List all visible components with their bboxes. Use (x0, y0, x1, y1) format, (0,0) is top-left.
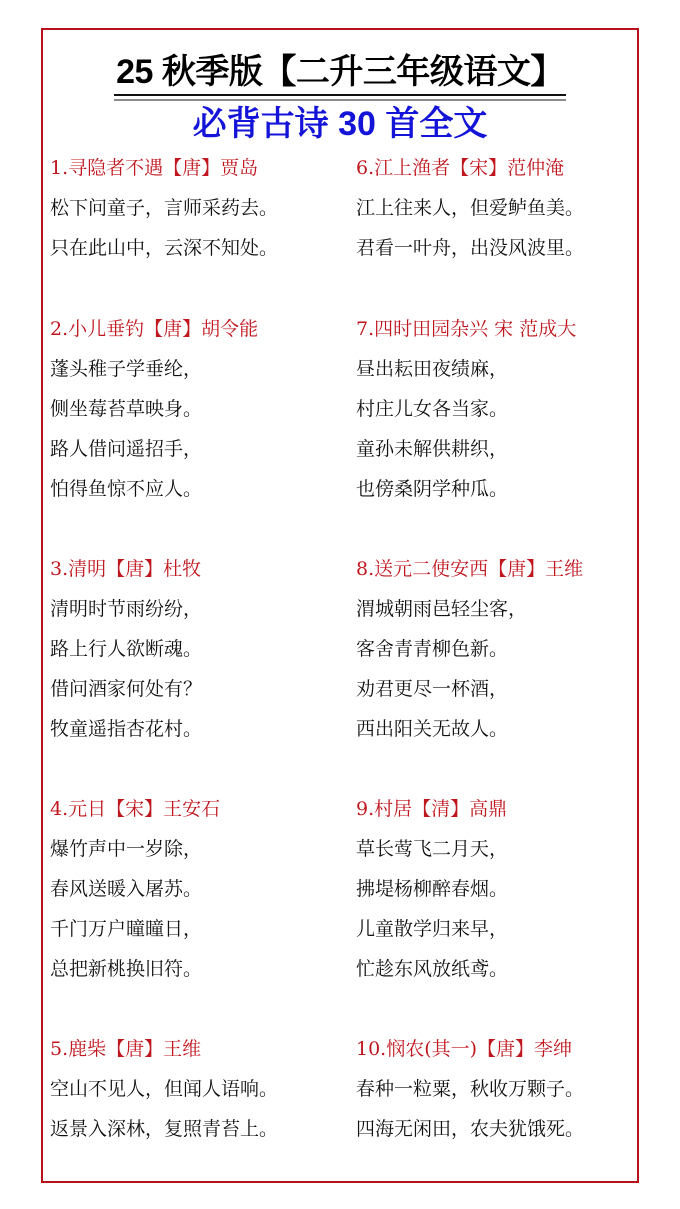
poem-heading: 9.村居【清】高鼎 (356, 798, 508, 820)
poem-1 (50, 157, 278, 259)
poem-line: 蓬头稚子学垂纶， (50, 358, 203, 380)
poem-line: 借问酒家何处有？ (50, 678, 203, 700)
poem-7 (356, 318, 576, 500)
poem-line: 忙趁东风放纸鸢。 (356, 958, 509, 980)
poem-line: 牧童遥指杏花村。 (50, 718, 203, 740)
poem-line: 西出阳关无故人。 (356, 718, 509, 740)
poem-line: 只在此山中，云深不知处。 (50, 237, 279, 259)
poem-line: 村庄儿女各当家。 (356, 398, 509, 420)
poem-line: 拂堤杨柳醉春烟。 (356, 878, 509, 900)
poem-heading: 10.悯农(其一)【唐】李绅 (356, 1038, 573, 1060)
poem-3 (50, 558, 202, 740)
poem-line: 昼出耘田夜绩麻， (356, 358, 509, 380)
poem-line: 客舍青青柳色新。 (356, 638, 509, 660)
poem-line: 怕得鱼惊不应人。 (50, 478, 203, 500)
poem-line: 春风送暖入屠苏。 (50, 878, 203, 900)
poem-heading: 4.元日【宋】王安石 (50, 798, 221, 820)
poem-5 (50, 1038, 278, 1140)
poem-line: 也傍桑阴学种瓜。 (356, 478, 509, 500)
poem-line: 君看一叶舟，出没风波里。 (356, 237, 585, 259)
poem-line: 总把新桃换旧符。 (50, 958, 203, 980)
poem-line: 草长莺飞二月天， (356, 838, 509, 860)
poem-line: 空山不见人，但闻人语响。 (50, 1078, 279, 1100)
poem-line: 松下问童子，言师采药去。 (50, 197, 279, 219)
poem-line: 劝君更尽一杯酒， (356, 678, 509, 700)
poem-line: 清明时节雨纷纷， (50, 598, 203, 620)
poem-line: 路上行人欲断魂。 (50, 638, 203, 660)
main-title-text: 25 秋季版【二升三年级语文】 (114, 52, 566, 96)
poem-heading: 7.四时田园杂兴 宋 范成大 (356, 318, 577, 340)
poem-4 (50, 798, 220, 980)
document-border (41, 28, 639, 1183)
poem-2 (50, 318, 258, 500)
poem-line: 童孙未解供耕织， (356, 438, 509, 460)
poem-9 (356, 798, 508, 980)
poem-line: 返景入深林，复照青苔上。 (50, 1118, 279, 1140)
main-title (43, 52, 637, 96)
poem-heading: 2.小儿垂钓【唐】胡令能 (50, 318, 259, 340)
poem-line: 侧坐莓苔草映身。 (50, 398, 203, 420)
poem-10 (356, 1038, 584, 1140)
poem-line: 路人借问遥招手， (50, 438, 203, 460)
subtitle: 必背古诗 30 首全文 (192, 105, 488, 143)
poem-line: 儿童散学归来早， (356, 918, 509, 940)
poem-line: 春种一粒粟，秋收万颗子。 (356, 1078, 585, 1100)
poem-heading: 3.清明【唐】杜牧 (50, 558, 202, 580)
poem-8 (356, 558, 583, 740)
poem-line: 千门万户曈曈日， (50, 918, 203, 940)
poem-6 (356, 157, 584, 259)
poem-heading: 5.鹿柴【唐】王维 (50, 1038, 202, 1060)
poem-line: 四海无闲田，农夫犹饿死。 (356, 1118, 585, 1140)
poem-heading: 1.寻隐者不遇【唐】贾岛 (50, 157, 259, 179)
poem-heading: 8.送元二使安西【唐】王维 (356, 558, 584, 580)
poem-line: 爆竹声中一岁除， (50, 838, 203, 860)
poem-heading: 6.江上渔者【宋】范仲淹 (356, 157, 565, 179)
poem-line: 渭城朝雨邑轻尘客， (356, 598, 528, 620)
poem-line: 江上往来人，但爱鲈鱼美。 (356, 197, 585, 219)
